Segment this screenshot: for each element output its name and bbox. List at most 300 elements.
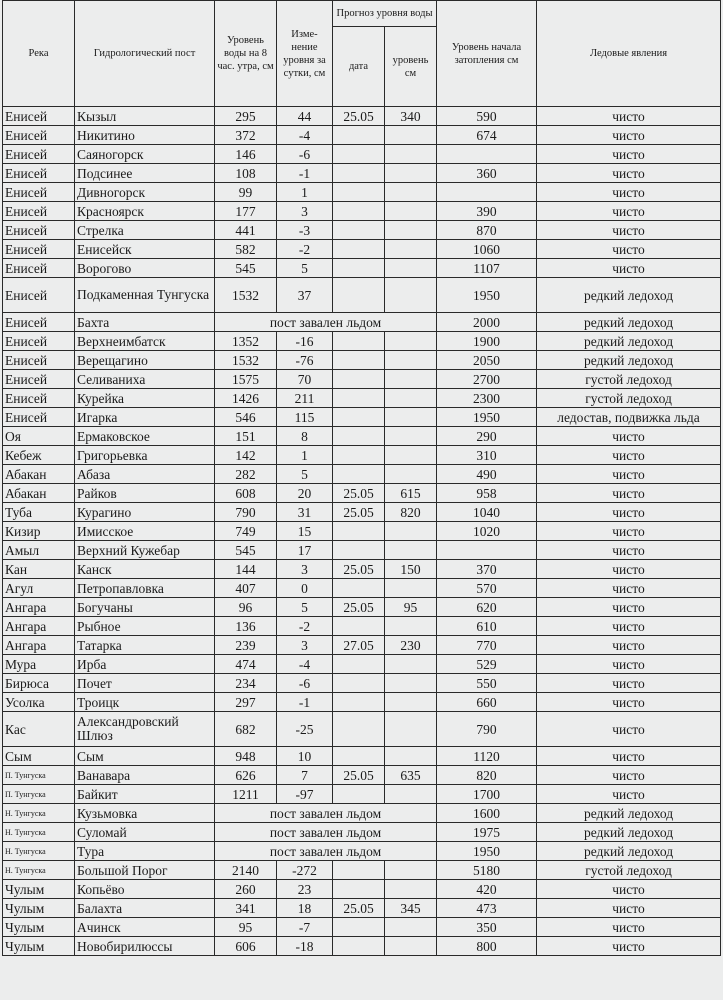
forecast-date-cell [333,164,385,183]
level-cell: 297 [215,693,277,712]
change-cell: -1 [277,164,333,183]
forecast-date-cell: 27.05 [333,636,385,655]
ice-cell: чисто [537,183,721,202]
post-cell: Ермаковское [75,427,215,446]
change-cell: -1 [277,693,333,712]
forecast-level-cell [385,183,437,202]
table-row [3,278,721,313]
river-cell: Агул [3,579,75,598]
table-row [3,221,721,240]
level-cell: 108 [215,164,277,183]
ice-cell: густой ледоход [537,389,721,408]
river-cell: Кан [3,560,75,579]
forecast-date-cell [333,221,385,240]
post-cell: Большой Порог [75,861,215,880]
change-cell: 20 [277,484,333,503]
river-cell: Кас [3,712,75,747]
flood-level-cell: 290 [437,427,537,446]
flood-level-cell: 529 [437,655,537,674]
forecast-level-cell [385,351,437,370]
level-cell: 546 [215,408,277,427]
change-cell: 5 [277,598,333,617]
flood-level-cell: 790 [437,712,537,747]
change-cell: -2 [277,240,333,259]
table-header [3,1,721,107]
level-cell: 545 [215,259,277,278]
forecast-level-cell [385,937,437,956]
river-cell: Н. Тунгуска [3,804,75,823]
ice-cell: чисто [537,937,721,956]
post-cell: Суломай [75,823,215,842]
change-cell: -4 [277,655,333,674]
header-forecast-level: уровень см [385,27,437,107]
ice-cell: чисто [537,522,721,541]
table-row [3,899,721,918]
ice-cell: чисто [537,484,721,503]
forecast-level-cell [385,145,437,164]
flood-level-cell: 370 [437,560,537,579]
change-cell: 211 [277,389,333,408]
forecast-date-cell [333,126,385,145]
forecast-date-cell [333,655,385,674]
change-cell: -6 [277,674,333,693]
change-cell: 15 [277,522,333,541]
ice-cell: чисто [537,636,721,655]
post-status-cell: пост завален льдом [215,842,437,861]
table-row [3,145,721,164]
forecast-date-cell [333,202,385,221]
table-row [3,313,721,332]
post-cell: Канск [75,560,215,579]
flood-level-cell: 1040 [437,503,537,522]
river-cell: Енисей [3,145,75,164]
level-cell: 948 [215,747,277,766]
forecast-date-cell [333,145,385,164]
table-row [3,842,721,861]
forecast-level-cell [385,465,437,484]
level-cell: 474 [215,655,277,674]
river-cell: Н. Тунгуска [3,861,75,880]
forecast-date-cell [333,674,385,693]
river-cell: Чулым [3,899,75,918]
river-cell: Енисей [3,221,75,240]
table-row [3,408,721,427]
river-cell: Бирюса [3,674,75,693]
flood-level-cell: 1900 [437,332,537,351]
ice-cell: чисто [537,427,721,446]
change-cell: -6 [277,145,333,164]
header-forecast: Прогноз уровня воды [333,1,437,27]
ice-cell: чисто [537,674,721,693]
post-cell: Абаза [75,465,215,484]
post-cell: Курейка [75,389,215,408]
forecast-level-cell: 345 [385,899,437,918]
forecast-date-cell: 25.05 [333,107,385,126]
forecast-date-cell [333,259,385,278]
river-cell: Енисей [3,408,75,427]
forecast-date-cell [333,389,385,408]
forecast-date-cell [333,747,385,766]
post-cell: Новобирилюссы [75,937,215,956]
ice-cell: чисто [537,446,721,465]
ice-cell: чисто [537,240,721,259]
river-cell: П. Тунгуска [3,766,75,785]
post-cell: Имисское [75,522,215,541]
forecast-date-cell [333,937,385,956]
change-cell: 37 [277,278,333,313]
flood-level-cell: 350 [437,918,537,937]
forecast-level-cell: 340 [385,107,437,126]
post-cell: Дивногорск [75,183,215,202]
forecast-level-cell [385,221,437,240]
forecast-date-cell: 25.05 [333,560,385,579]
level-cell: 136 [215,617,277,636]
post-cell: Григорьевка [75,446,215,465]
ice-cell: чисто [537,880,721,899]
table-row [3,370,721,389]
forecast-level-cell [385,202,437,221]
post-cell: Бахта [75,313,215,332]
change-cell: 23 [277,880,333,899]
table-row [3,674,721,693]
header-post: Гидрологический пост [75,1,215,107]
level-cell: 407 [215,579,277,598]
level-cell: 545 [215,541,277,560]
flood-level-cell [437,183,537,202]
flood-level-cell: 1060 [437,240,537,259]
flood-level-cell: 820 [437,766,537,785]
forecast-level-cell [385,240,437,259]
flood-level-cell: 2000 [437,313,537,332]
ice-cell: редкий ледоход [537,313,721,332]
ice-cell: густой ледоход [537,861,721,880]
forecast-level-cell [385,408,437,427]
forecast-date-cell [333,427,385,446]
flood-level-cell: 1107 [437,259,537,278]
forecast-level-cell [385,446,437,465]
flood-level-cell: 674 [437,126,537,145]
level-cell: 239 [215,636,277,655]
river-cell: Амыл [3,541,75,560]
flood-level-cell: 420 [437,880,537,899]
flood-level-cell: 590 [437,107,537,126]
table-row [3,766,721,785]
flood-level-cell: 5180 [437,861,537,880]
post-cell: Байкит [75,785,215,804]
change-cell: 8 [277,427,333,446]
post-cell: Татарка [75,636,215,655]
river-cell: Чулым [3,937,75,956]
forecast-level-cell: 615 [385,484,437,503]
forecast-level-cell [385,541,437,560]
forecast-date-cell [333,351,385,370]
change-cell: 3 [277,636,333,655]
table-row [3,446,721,465]
table-row [3,918,721,937]
river-cell: Абакан [3,484,75,503]
river-cell: Енисей [3,351,75,370]
table-row [3,126,721,145]
flood-level-cell: 770 [437,636,537,655]
flood-level-cell: 958 [437,484,537,503]
river-cell: Усолка [3,693,75,712]
table-row [3,427,721,446]
level-cell: 282 [215,465,277,484]
table-row [3,164,721,183]
ice-cell: чисто [537,503,721,522]
table-row [3,655,721,674]
header-flood: Уровень начала затопления см [437,1,537,107]
flood-level-cell: 390 [437,202,537,221]
river-cell: Енисей [3,240,75,259]
flood-level-cell [437,145,537,164]
forecast-level-cell [385,693,437,712]
river-cell: Енисей [3,389,75,408]
level-cell: 1211 [215,785,277,804]
change-cell: 44 [277,107,333,126]
level-cell: 234 [215,674,277,693]
ice-cell: чисто [537,164,721,183]
change-cell: 3 [277,202,333,221]
forecast-level-cell [385,918,437,937]
flood-level-cell: 473 [437,899,537,918]
level-cell: 1352 [215,332,277,351]
forecast-date-cell [333,712,385,747]
ice-cell: чисто [537,579,721,598]
change-cell: 5 [277,465,333,484]
header-level: Уровень воды на 8 час. утра, см [215,1,277,107]
table-row [3,747,721,766]
post-cell: Ирба [75,655,215,674]
level-cell: 372 [215,126,277,145]
forecast-level-cell: 150 [385,560,437,579]
level-cell: 177 [215,202,277,221]
forecast-level-cell [385,655,437,674]
forecast-date-cell [333,861,385,880]
post-cell: Александровский Шлюз [75,712,215,747]
forecast-date-cell [333,617,385,636]
level-cell: 441 [215,221,277,240]
river-cell: Мура [3,655,75,674]
forecast-level-cell [385,259,437,278]
forecast-level-cell [385,126,437,145]
table-row [3,484,721,503]
ice-cell: чисто [537,465,721,484]
ice-cell: чисто [537,145,721,164]
forecast-date-cell [333,183,385,202]
post-status-cell: пост завален льдом [215,313,437,332]
forecast-level-cell [385,522,437,541]
post-cell: Балахта [75,899,215,918]
river-cell: Енисей [3,202,75,221]
level-cell: 96 [215,598,277,617]
table-row [3,636,721,655]
header-ice: Ледовые явления [537,1,721,107]
forecast-level-cell [385,617,437,636]
river-cell: Енисей [3,183,75,202]
ice-cell: редкий ледоход [537,804,721,823]
table-row [3,389,721,408]
river-cell: Енисей [3,164,75,183]
ice-cell: редкий ледоход [537,332,721,351]
forecast-date-cell [333,541,385,560]
level-cell: 626 [215,766,277,785]
flood-level-cell: 1950 [437,842,537,861]
ice-cell: чисто [537,899,721,918]
ice-cell: чисто [537,747,721,766]
change-cell: -76 [277,351,333,370]
ice-cell: чисто [537,598,721,617]
forecast-date-cell [333,918,385,937]
change-cell: 115 [277,408,333,427]
table-row [3,465,721,484]
post-cell: Копьёво [75,880,215,899]
post-cell: Ворогово [75,259,215,278]
forecast-level-cell: 820 [385,503,437,522]
hydrology-table [2,0,721,956]
table-row [3,541,721,560]
forecast-level-cell [385,785,437,804]
river-cell: Ангара [3,636,75,655]
forecast-level-cell [385,747,437,766]
forecast-date-cell [333,240,385,259]
river-cell: Енисей [3,107,75,126]
change-cell: -272 [277,861,333,880]
post-cell: Тура [75,842,215,861]
change-cell: 1 [277,183,333,202]
river-cell: Енисей [3,332,75,351]
post-cell: Верхнеимбатск [75,332,215,351]
ice-cell: чисто [537,785,721,804]
flood-level-cell: 2300 [437,389,537,408]
flood-level-cell: 660 [437,693,537,712]
table-row [3,240,721,259]
river-cell: Енисей [3,126,75,145]
forecast-level-cell [385,164,437,183]
table-row [3,617,721,636]
ice-cell: чисто [537,693,721,712]
ice-cell: редкий ледоход [537,278,721,313]
change-cell: -25 [277,712,333,747]
table-row [3,804,721,823]
post-cell: Сым [75,747,215,766]
level-cell: 151 [215,427,277,446]
change-cell: 1 [277,446,333,465]
forecast-date-cell [333,579,385,598]
ice-cell: густой ледоход [537,370,721,389]
river-cell: Чулым [3,918,75,937]
change-cell: -3 [277,221,333,240]
table-row [3,579,721,598]
flood-level-cell: 870 [437,221,537,240]
post-cell: Красноярск [75,202,215,221]
post-cell: Верещагино [75,351,215,370]
post-cell: Енисейск [75,240,215,259]
ice-cell: чисто [537,259,721,278]
forecast-level-cell: 635 [385,766,437,785]
river-cell: Чулым [3,880,75,899]
post-cell: Петропавловка [75,579,215,598]
forecast-date-cell: 25.05 [333,899,385,918]
level-cell: 582 [215,240,277,259]
flood-level-cell: 550 [437,674,537,693]
post-cell: Подкаменная Тунгуска [75,278,215,313]
post-cell: Никитино [75,126,215,145]
flood-level-cell: 1950 [437,408,537,427]
level-cell: 142 [215,446,277,465]
river-cell: Кебеж [3,446,75,465]
table-row [3,503,721,522]
change-cell: -18 [277,937,333,956]
river-cell: Енисей [3,278,75,313]
ice-cell: чисто [537,712,721,747]
change-cell: 31 [277,503,333,522]
table-row [3,522,721,541]
forecast-date-cell [333,693,385,712]
header-river: Река [3,1,75,107]
table-row [3,332,721,351]
post-cell: Почет [75,674,215,693]
river-cell: Енисей [3,259,75,278]
change-cell: 3 [277,560,333,579]
river-cell: Н. Тунгуска [3,842,75,861]
change-cell: 70 [277,370,333,389]
level-cell: 146 [215,145,277,164]
flood-level-cell: 620 [437,598,537,617]
change-cell: -16 [277,332,333,351]
change-cell: 18 [277,899,333,918]
post-cell: Ванавара [75,766,215,785]
post-status-cell: пост завален льдом [215,804,437,823]
post-cell: Кузьмовка [75,804,215,823]
change-cell: 0 [277,579,333,598]
forecast-level-cell [385,332,437,351]
forecast-level-cell [385,861,437,880]
forecast-level-cell [385,427,437,446]
river-cell: Кизир [3,522,75,541]
level-cell: 1426 [215,389,277,408]
level-cell: 1575 [215,370,277,389]
header-change: Изме-нение уровня за сутки, см [277,1,333,107]
level-cell: 1532 [215,351,277,370]
table-row [3,712,721,747]
post-cell: Подсинее [75,164,215,183]
flood-level-cell: 800 [437,937,537,956]
post-cell: Саяногорск [75,145,215,164]
flood-level-cell: 360 [437,164,537,183]
flood-level-cell: 2700 [437,370,537,389]
table-row [3,560,721,579]
table-row [3,351,721,370]
post-cell: Рыбное [75,617,215,636]
forecast-date-cell [333,465,385,484]
table-row [3,183,721,202]
forecast-date-cell: 25.05 [333,598,385,617]
forecast-level-cell [385,579,437,598]
change-cell: 10 [277,747,333,766]
table-row [3,107,721,126]
ice-cell: чисто [537,541,721,560]
change-cell: -7 [277,918,333,937]
river-cell: Туба [3,503,75,522]
change-cell: 17 [277,541,333,560]
ice-cell: ледостав, подвижка льда [537,408,721,427]
table-body [3,107,721,956]
ice-cell: чисто [537,126,721,145]
flood-level-cell: 570 [437,579,537,598]
level-cell: 1532 [215,278,277,313]
forecast-level-cell: 95 [385,598,437,617]
